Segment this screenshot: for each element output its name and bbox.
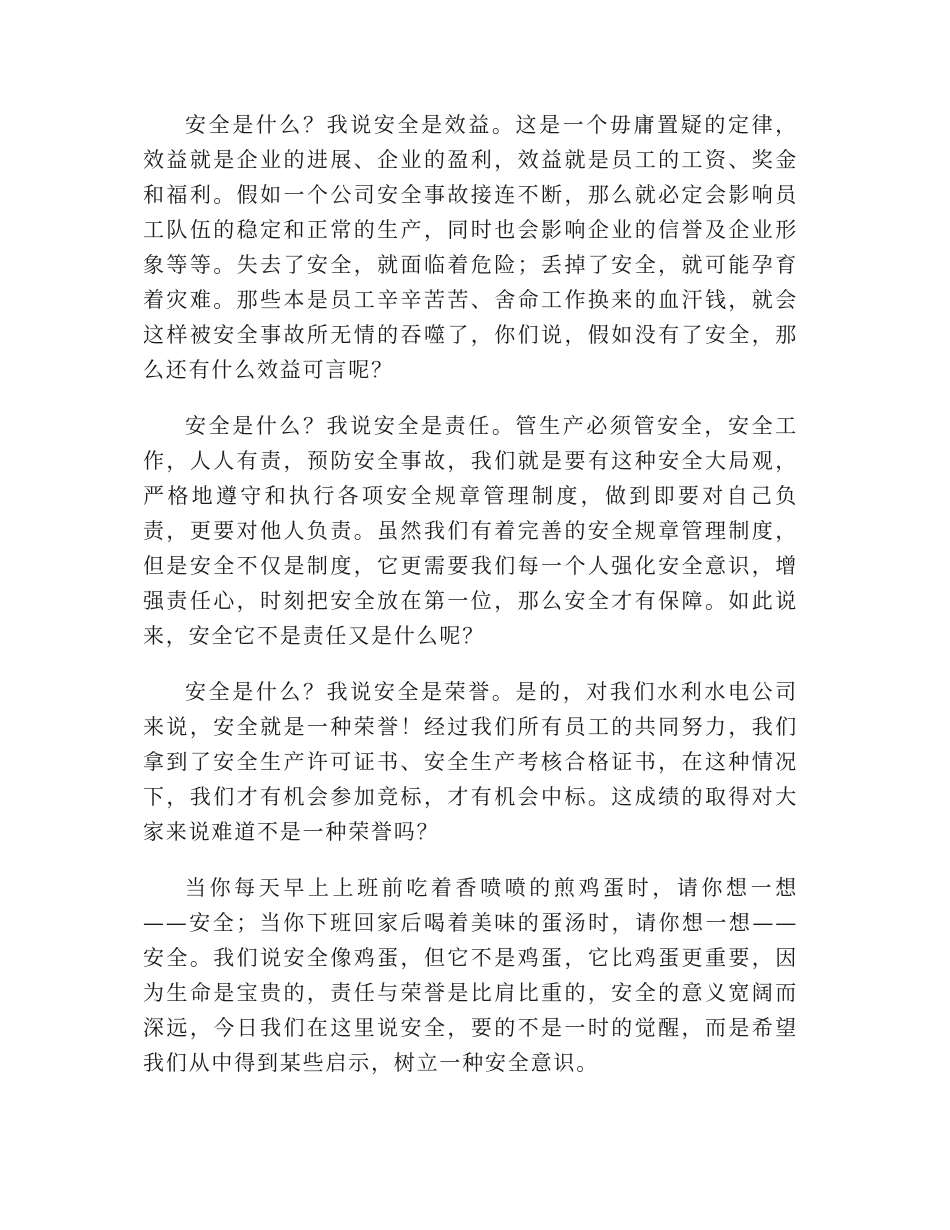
paragraph-safety-is-honor: 安全是什么？我说安全是荣誉。是的，对我们水利水电公司来说，安全就是一种荣誉！经过我们所有员工的共同努力，我们拿到了安全生产许可证书、安全生产考核合格证书，在这种情况下，我们才有机会参加竞标，才有机会中标。这成绩的取得对大家来说难道不是一种荣誉吗？: [143, 680, 798, 844]
paragraph-safety-is-responsibility: 安全是什么？我说安全是责任。管生产必须管安全，安全工作，人人有责，预防安全事故，我们就是要有这种安全大局观，严格地遵守和执行各项安全规章管理制度，做到即要对自己负责，更要对他人负责。虽然我们有着完善的安全规章管理制度，但是安全不仅是制度，它更需要我们每一个人强化安全意识，增强责任心，时刻把安全放在第一位，那么安全才有保障。如此说来，安全它不是责任又是什么呢？: [143, 414, 798, 648]
document-body: [143, 108, 798, 1102]
paragraph-safety-like-egg: 当你每天早上上班前吃着香喷喷的煎鸡蛋时，请你想一想——安全；当你下班回家后喝着美味的蛋汤时，请你想一想——安全。我们说安全像鸡蛋，但它不是鸡蛋，它比鸡蛋更重要，因为生命是宝贵的，责任与荣誉是比肩比重的，安全的意义宽阔而深远，今日我们在这里说安全，要的不是一时的觉醒，而是希望我们从中得到某些启示，树立一种安全意识。: [143, 876, 798, 1075]
paragraph-safety-is-benefit: 安全是什么？我说安全是效益。这是一个毋庸置疑的定律，效益就是企业的进展、企业的盈利，效益就是员工的工资、奖金和福利。假如一个公司安全事故接连不断，那么就必定会影响员工队伍的稳定和正常的生产，同时也会影响企业的信誉及企业形象等等。失去了安全，就面临着危险；丢掉了安全，就可能孕育着灾难。那些本是员工辛辛苦苦、舍命工作换来的血汗钱，就会这样被安全事故所无情的吞噬了，你们说，假如没有了安全，那么还有什么效益可言呢？: [143, 113, 798, 382]
